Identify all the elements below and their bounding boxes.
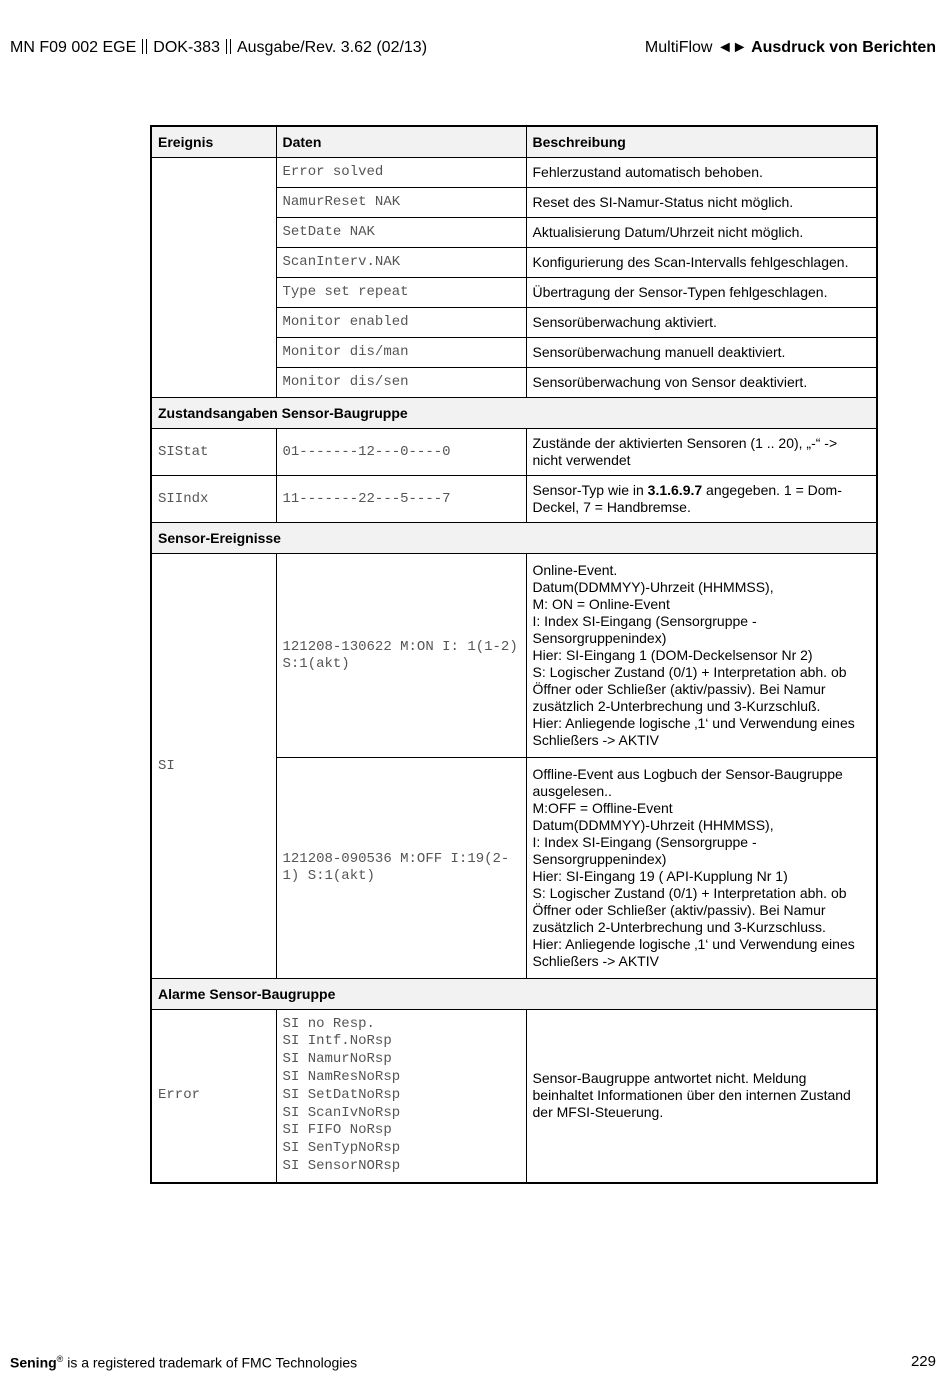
brand-name: Sening (10, 1354, 57, 1371)
page-number: 229 (910, 1353, 936, 1370)
alarm-code: SI SenTypNoRsp (282, 1140, 401, 1157)
event-cell: SI (151, 554, 276, 979)
desc-cell: Sensorüberwachung von Sensor deaktiviert. (526, 368, 877, 398)
data-cell: Monitor dis/sen (276, 368, 526, 398)
col-header-data: Daten (276, 126, 526, 158)
desc-line: M: ON = Online-Event (532, 596, 670, 612)
section-reference: 3.1.6.9.7 (647, 482, 703, 498)
table-row (151, 476, 877, 523)
alarm-code: SI NamurNoRsp (282, 1051, 392, 1068)
product-name: MultiFlow (644, 39, 713, 56)
alarm-code: SI ScanIvNoRsp (282, 1104, 401, 1121)
separator (226, 39, 231, 54)
desc-text: Sensor-Typ wie in (532, 482, 648, 498)
data-cell: Monitor dis/man (276, 338, 526, 368)
alarm-code: SI SetDatNoRsp (282, 1086, 401, 1103)
col-header-desc: Beschreibung (526, 126, 877, 158)
alarm-code: SI FIFO NoRsp (282, 1122, 392, 1139)
desc-line: Offline-Event aus Logbuch der Sensor-Baugruppe ausgelesen.. (532, 766, 843, 799)
alarm-code: SI SensorNORsp (282, 1158, 401, 1175)
data-cell: SetDate NAK (276, 218, 526, 248)
desc-line: M:OFF = Offline-Event (532, 800, 673, 816)
desc-line: I: Index SI-Eingang (Sensorgruppe - Sensorgruppenindex) (532, 834, 757, 867)
desc-cell (526, 476, 877, 523)
data-cell: Type set repeat (276, 278, 526, 308)
data-cell: 121208-130622 M:ON I: 1(1-2) S:1(akt) (276, 554, 526, 758)
alarm-code: SI no Resp. (282, 1015, 375, 1032)
data-cell: ScanInterv.NAK (276, 248, 526, 278)
section-row-alarms (151, 979, 877, 1010)
desc-line: Hier: Anliegende logische ‚1‘ und Verwendung eines Schließers -> AKTIV (532, 936, 855, 969)
event-cell: SIStat (151, 429, 276, 476)
event-cell: Error (151, 1010, 276, 1183)
data-cell: 01-------12---0----0 (276, 429, 526, 476)
desc-line: I: Index SI-Eingang (Sensorgruppe - Sensorgruppenindex) (532, 613, 757, 646)
table-header-row (151, 126, 877, 158)
separator (142, 39, 147, 54)
section-row-status (151, 398, 877, 429)
footer-trademark (10, 1354, 357, 1371)
desc-cell: Übertragung der Sensor-Typen fehlgeschlagen. (526, 278, 877, 308)
doc-id: MN F09 002 EGE (10, 39, 137, 56)
table-row (151, 1010, 877, 1183)
table-row (151, 158, 877, 188)
nav-arrows-icon: ◄► (716, 39, 747, 56)
data-cell: Error solved (276, 158, 526, 188)
header-section (645, 39, 936, 57)
section-row-events (151, 523, 877, 554)
alarm-code: SI NamResNoRsp (282, 1069, 401, 1086)
data-cell: Monitor enabled (276, 308, 526, 338)
revision: Ausgabe/Rev. 3.62 (02/13) (236, 39, 428, 56)
data-cell (276, 1010, 526, 1183)
desc-line: Datum(DDMMYY)-Uhrzeit (HHMMSS), (532, 579, 774, 595)
dok-number: DOK-383 (153, 39, 220, 56)
section-heading: Alarme Sensor-Baugruppe (151, 979, 877, 1010)
data-cell: 121208-090536 M:OFF I:19(2-1) S:1(akt) (276, 758, 526, 979)
desc-cell: Sensorüberwachung aktiviert. (526, 308, 877, 338)
desc-text: angegeben. 1 = Dom-Deckel, 7 = Handbremse. (532, 482, 842, 515)
desc-line: Hier: SI-Eingang 1 (DOM-Deckelsensor Nr 2) (532, 647, 813, 663)
desc-line: S: Logischer Zustand (0/1) + Interpretation abh. ob Öffner oder Schließer (aktiv/passiv). Bei Namur zusätzlich 2-Unterbrechung und 3-Kurzschluss. (532, 885, 847, 935)
desc-cell: Sensor-Baugruppe antwortet nicht. Meldung beinhaltet Informationen über den internen Zustand der MFSI-Steuerung. (526, 1010, 877, 1183)
desc-line: Online-Event. (532, 562, 618, 578)
registered-mark: ® (56, 1354, 64, 1364)
data-cell: NamurReset NAK (276, 188, 526, 218)
desc-cell (526, 758, 877, 979)
empty-event-cell (151, 158, 276, 398)
desc-line: Hier: SI-Eingang 19 ( API-Kupplung Nr 1) (532, 868, 788, 884)
event-table (150, 125, 878, 1184)
table-row (151, 554, 877, 758)
desc-line: Datum(DDMMYY)-Uhrzeit (HHMMSS), (532, 817, 774, 833)
table-row (151, 429, 877, 476)
desc-line: S: Logischer Zustand (0/1) + Interpretation abh. ob Öffner oder Schließer (aktiv/passiv). Bei Namur zusätzlich 2-Unterbrechung und 3-Kurzschluß. (532, 664, 847, 714)
header-doc-info (10, 39, 427, 57)
trademark-text: is a registered trademark of FMC Technologies (63, 1354, 358, 1371)
alarm-code: SI Intf.NoRsp (282, 1033, 392, 1050)
section-title: Ausdruck von Berichten (751, 39, 936, 56)
desc-cell (526, 554, 877, 758)
section-heading: Zustandsangaben Sensor-Baugruppe (151, 398, 877, 429)
desc-cell: Fehlerzustand automatisch behoben. (526, 158, 877, 188)
col-header-event: Ereignis (151, 126, 276, 158)
event-cell: SIIndx (151, 476, 276, 523)
desc-cell: Aktualisierung Datum/Uhrzeit nicht möglich. (526, 218, 877, 248)
data-cell: 11-------22---5----7 (276, 476, 526, 523)
desc-cell: Konfigurierung des Scan-Intervalls fehlgeschlagen. (526, 248, 877, 278)
desc-cell: Sensorüberwachung manuell deaktiviert. (526, 338, 877, 368)
desc-cell: Zustände der aktivierten Sensoren (1 .. 20), „-“ -> nicht verwendet (526, 429, 877, 476)
section-heading: Sensor-Ereignisse (151, 523, 877, 554)
desc-cell: Reset des SI-Namur-Status nicht möglich. (526, 188, 877, 218)
desc-line: Hier: Anliegende logische ‚1‘ und Verwendung eines Schließers -> AKTIV (532, 715, 855, 748)
